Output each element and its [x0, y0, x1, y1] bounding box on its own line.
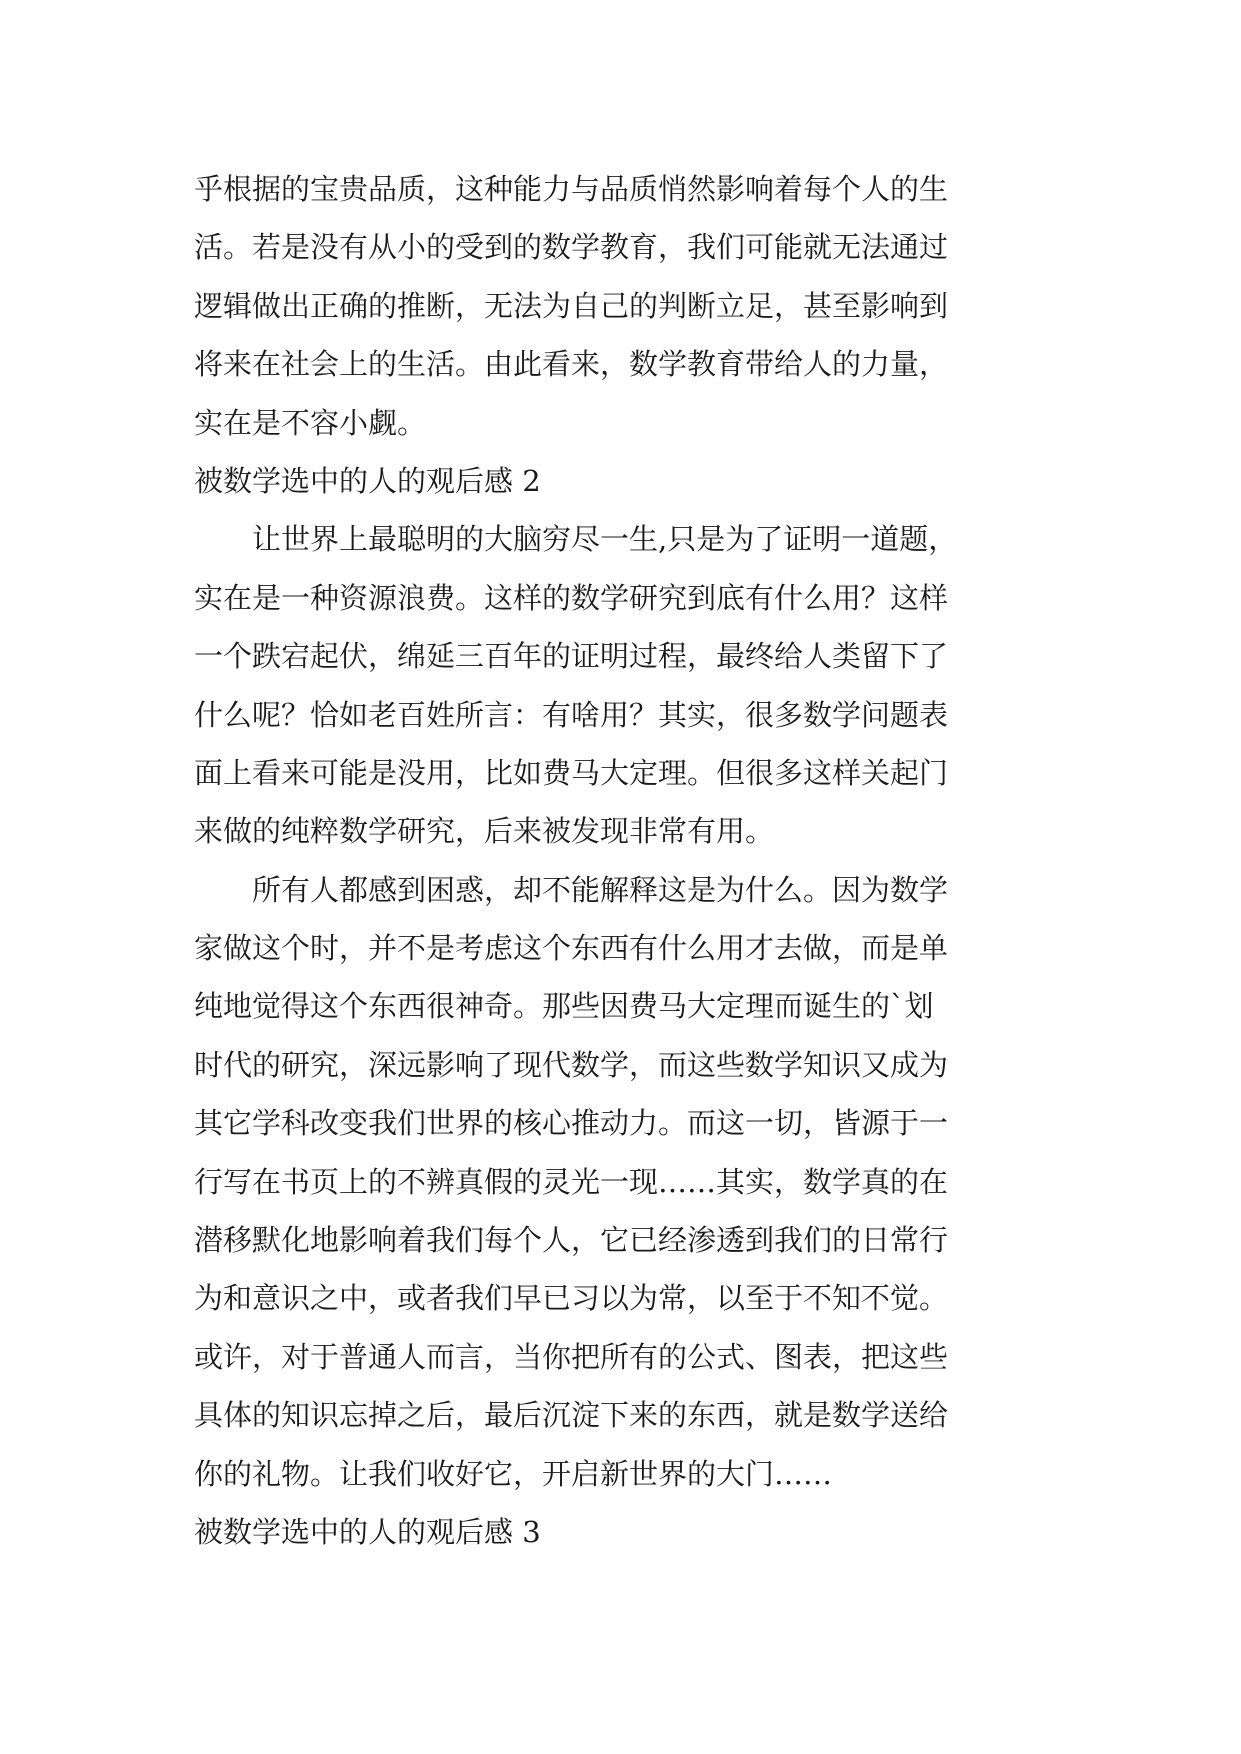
text-line: 为和意识之中，或者我们早已习以为常，以至于不知不觉。 [194, 1281, 949, 1316]
text-line: 一个跌宕起伏，绵延三百年的证明过程，最终给人类留下了 [194, 639, 949, 674]
document-body [194, 160, 1054, 1561]
text-line: 活。若是没有从小的受到的数学教育，我们可能就无法通过 [194, 230, 949, 265]
text-line: 逻辑做出正确的推断，无法为自己的判断立足，甚至影响到 [194, 288, 949, 323]
text-line: 纯地觉得这个东西很神奇。那些因费马大定理而诞生的`划 [194, 989, 934, 1024]
text-line: 什么呢？恰如老百姓所言：有啥用？其实，很多数学问题表 [194, 697, 949, 732]
text-line: 你的礼物。让我们收好它，开启新世界的大门…… [194, 1456, 833, 1491]
paragraph [194, 861, 1054, 1503]
text-line: 来做的纯粹数学研究，后来被发现非常有用。 [194, 814, 775, 849]
text-line: 具体的知识忘掉之后，最后沉淀下来的东西，就是数学送给 [194, 1398, 949, 1433]
paragraph-continuation [194, 160, 1054, 452]
text-line: 面上看来可能是没用，比如费马大定理。但很多这样关起门 [194, 755, 949, 790]
text-line: 其它学科改变我们世界的核心推动力。而这一切，皆源于一 [194, 1106, 949, 1141]
text-line: 家做这个时，并不是考虑这个东西有什么用才去做，而是单 [194, 931, 949, 966]
text-line: 行写在书页上的不辨真假的灵光一现……其实，数学真的在 [194, 1164, 949, 1199]
text-line: 实在是一种资源浪费。这样的数学研究到底有什么用？这样 [194, 580, 949, 615]
text-line: 时代的研究，深远影响了现代数学，而这些数学知识又成为 [194, 1047, 949, 1082]
section-heading-2: 被数学选中的人的观后感 2 [194, 463, 541, 498]
text-line: 让世界上最聪明的大脑穷尽一生,只是为了证明一道题， [252, 522, 958, 557]
text-line: 潜移默化地影响着我们每个人，它已经渗透到我们的日常行 [194, 1223, 949, 1258]
section-heading-3: 被数学选中的人的观后感 3 [194, 1514, 541, 1549]
text-line: 或许，对于普通人而言，当你把所有的公式、图表，把这些 [194, 1339, 949, 1374]
text-line: 实在是不容小觑。 [194, 405, 427, 440]
paragraph [194, 510, 1054, 860]
text-line: 将来在社会上的生活。由此看来，数学教育带给人的力量， [194, 347, 949, 382]
text-line: 乎根据的宝贵品质，这种能力与品质悄然影响着每个人的生 [194, 172, 949, 206]
text-line: 所有人都感到困惑，却不能解释这是为什么。因为数学 [252, 872, 949, 907]
